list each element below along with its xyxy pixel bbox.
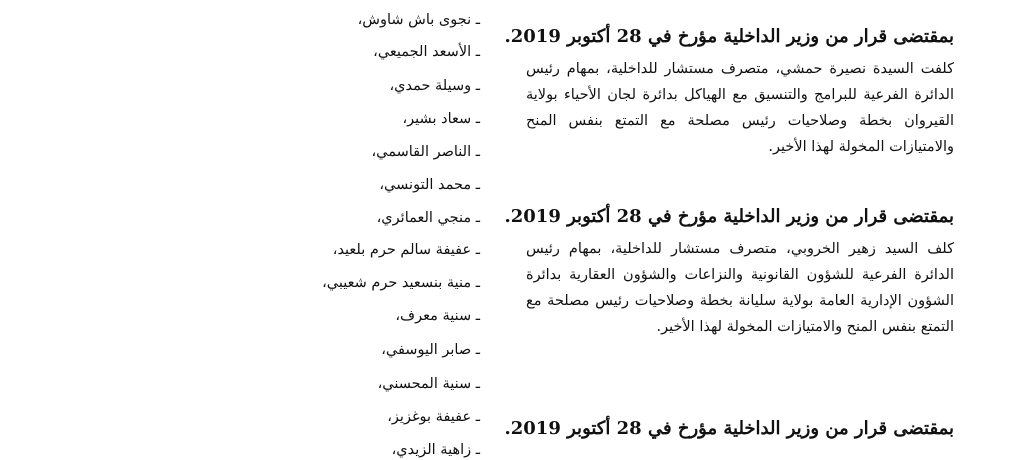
decree-3	[504, 418, 954, 440]
list-item: ـ سعاد بشير،	[402, 111, 480, 127]
list-item: ـ وسيلة حمدي،	[389, 78, 480, 94]
decree-body: كلف السيد زهير الخروبي، متصرف مستشار للداخلية، بمهام رئيس الدائرة الفرعية للشؤون القانونية والنزاعات والشؤون العقارية بدائرة الشؤون الإدارية العامة بولاية سليانة بخطة وصلاحيات رئيس مصلحة مع التمتع بنفس المنح والامتيازات المخولة لهذا الأخير.	[526, 241, 954, 335]
decree-1	[504, 26, 954, 160]
list-item: ـ محمد التونسي،	[379, 177, 480, 193]
list-item: ـ الناصر القاسمي،	[371, 144, 480, 160]
list-item: ـ عفيفة بوغزيز،	[387, 409, 480, 425]
list-item: ـ سنية المحسني،	[377, 376, 480, 392]
decree-body: كلفت السيدة نصيرة حمشي، متصرف مستشار للداخلية، بمهام رئيس الدائرة الفرعية للبرامج والتنسيق مع الهياكل بدائرة لجان الأحياء بولاية القيروان بخطة وصلاحيات رئيس مصلحة مع التمتع بنفس المنح والامتيازات المخولة لهذا الأخير.	[526, 61, 954, 155]
decree-2	[504, 206, 954, 340]
list-item: ـ الأسعد الجميعي،	[373, 44, 480, 60]
list-item: ـ صابر اليوسفي،	[381, 342, 480, 358]
decree-title: بمقتضى قرار من وزير الداخلية مؤرخ في 28 أكتوبر 2019.	[504, 206, 954, 227]
list-item: ـ منجي العمائري،	[376, 210, 480, 226]
list-item: ـ منية بنسعيد حرم شعيبي،	[322, 275, 480, 291]
decree-title: بمقتضى قرار من وزير الداخلية مؤرخ في 28 أكتوبر 2019.	[504, 26, 954, 47]
decree-title: بمقتضى قرار من وزير الداخلية مؤرخ في 28 أكتوبر 2019.	[504, 418, 954, 439]
list-item: ـ زاهية الزيدي،	[391, 442, 480, 458]
list-item: ـ سنية معرف،	[395, 308, 480, 324]
list-item: ـ عفيفة سالم حرم بلعيد،	[332, 242, 480, 258]
list-item: ـ نجوى باش شاوش،	[357, 12, 480, 28]
